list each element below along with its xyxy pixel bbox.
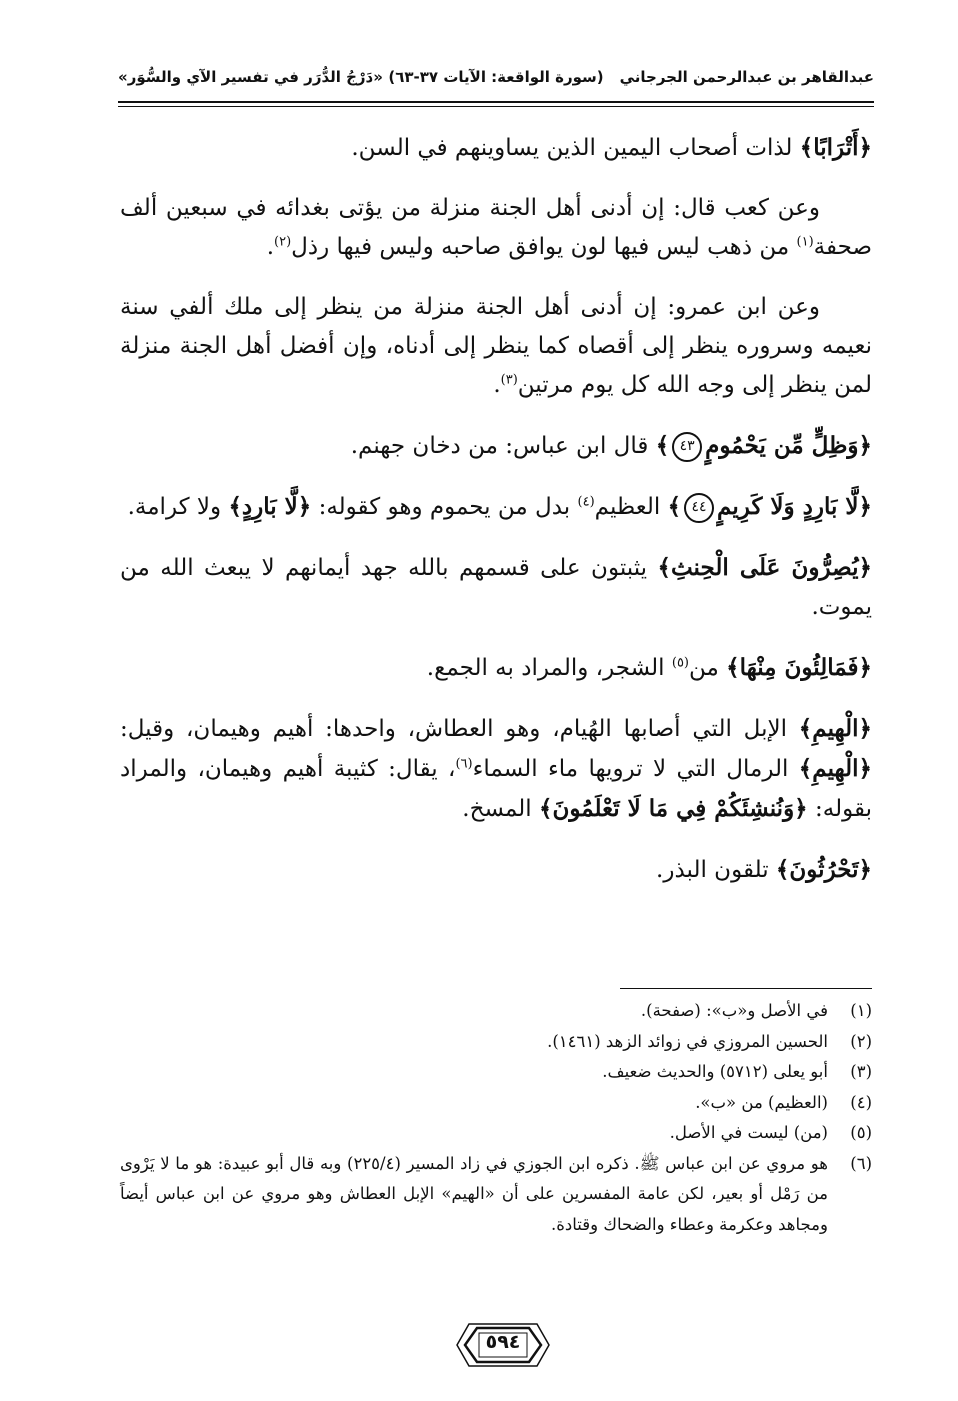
quran-quote: ﴿تَحْرُثُونَ﴾ xyxy=(775,856,872,883)
footnote-ref[interactable]: (٦) xyxy=(455,756,473,772)
footnote xyxy=(120,996,872,1027)
footnote-separator xyxy=(620,988,872,989)
paragraph xyxy=(120,487,872,527)
footnote-number: (٤) xyxy=(850,1092,872,1112)
footnote-number: (١) xyxy=(850,1001,872,1020)
quran-quote-close: ﴾ xyxy=(655,432,670,459)
quran-quote: ﴿لَّا بَارِدٍ وَلَا كَرِيمٍ xyxy=(717,493,872,520)
verse-number-marker: ٤٤ xyxy=(684,493,714,523)
footnote-ref[interactable]: (٥) xyxy=(671,655,689,671)
paragraph-text: . xyxy=(493,372,501,398)
footnote-text: (العظيم) من «ب». xyxy=(695,1092,828,1112)
footnote-ref[interactable]: (٣) xyxy=(500,372,518,388)
footnote xyxy=(120,1057,872,1088)
paragraph-text: وعن ابن عمرو: إن أدنى أهل الجنة منزلة من ينظر إلى ملك ألفي سنة نعيمه وسروره ينظر إلى أقصاه كما ينظر إلى أدناه، وإن أفضل أهل الجنة منزلة لمن ينظر إلى وجه الله كل يوم مرتين xyxy=(120,294,872,398)
paragraph xyxy=(120,426,872,466)
footnote xyxy=(120,1027,872,1058)
header-rule-thin xyxy=(118,106,874,107)
paragraph xyxy=(120,548,872,627)
paragraph xyxy=(120,128,872,168)
header-book-title: «دَرْجُ الدُّرَر في تفسير الآي والسُّوَر» xyxy=(118,68,383,86)
paragraph-text: يثبتون على قسمهم بالله جهد أيمانهم لا يبعث الله من يموت. xyxy=(120,555,872,620)
footnote-text: في الأصل و«ب»: (صفحة). xyxy=(640,1001,828,1020)
footnote-ref[interactable]: (١) xyxy=(796,234,814,250)
footnote-text: أبو يعلى (٥٧١٢) والحديث ضعيف. xyxy=(602,1062,828,1081)
paragraph-text: الشجر، والمراد به الجمع. xyxy=(426,655,672,681)
footnote-ref[interactable]: (٢) xyxy=(274,234,292,250)
footnote-ref[interactable]: (٤) xyxy=(577,494,595,510)
footnote-text: هو مروي عن ابن عباس ﷺ. ذكره ابن الجوزي في زاد المسير (٢٢٥/٤) وبه قال أبو عبيدة: هو ما لا يَرْوى من رَمْل أو بعير، لكن عامة المفسرين على أن «الهيم» الإبل العطاش وهو مروي عن ابن عباس أيضاً ومجاهد وعكرمة وعطاء والضحاك وقتادة. xyxy=(120,1153,828,1234)
quran-quote-close: ﴾ xyxy=(667,493,682,520)
footnote xyxy=(120,1149,872,1241)
running-header xyxy=(118,62,874,102)
footnotes xyxy=(120,996,872,1240)
paragraph-text: المسخ. xyxy=(462,796,539,822)
paragraph-text: الإبل التي أصابها الهُيام، وهو العطاش، واحدها: أهيم وهيمان، وقيل: xyxy=(120,716,799,742)
footnote xyxy=(120,1088,872,1119)
quran-quote: ﴿وَظِلٍّ مِّن يَحْمُومٍ xyxy=(705,432,872,459)
paragraph xyxy=(120,288,872,405)
page-number: ٥٩٤ xyxy=(485,1331,521,1353)
quran-quote: ﴿فَمَالِئُونَ مِنْهَا﴾ xyxy=(726,654,872,681)
quran-quote: ﴿لَّا بَارِدٍ﴾ xyxy=(228,493,312,520)
quran-quote: ﴿وَنُنشِئَكُمْ فِي مَا لَا تَعْلَمُونَ﴾ xyxy=(538,795,808,822)
quran-quote: ﴿أَتْرَابًا﴾ xyxy=(799,134,872,161)
footnote-text: الحسين المروزي في زوائد الزهد (١٤٦١). xyxy=(547,1031,828,1051)
verse-number-marker: ٤٣ xyxy=(672,432,702,462)
paragraph-text: بدل من يحموم وهو كقوله: xyxy=(311,494,578,520)
quran-quote: ﴿الْهِيمِ﴾ xyxy=(798,755,872,782)
paragraph xyxy=(120,850,872,890)
paragraph-text: الرمال التي لا ترويها ماء السماء xyxy=(472,756,799,782)
footnote-text: (من) ليست في الأصل. xyxy=(669,1123,828,1142)
paragraph xyxy=(120,709,872,829)
paragraph xyxy=(120,648,872,688)
header-rule xyxy=(118,101,874,103)
quran-quote: ﴿الْهِيمِ﴾ xyxy=(798,715,872,742)
paragraph xyxy=(120,189,872,267)
paragraph-text: من xyxy=(689,655,727,681)
header-section: (سورة الواقعة: الآيات ٣٧-٦٣) xyxy=(388,68,604,86)
paragraph-text: ولا كرامة. xyxy=(127,494,229,520)
footnote-number: (٥) xyxy=(850,1123,872,1142)
paragraph-text: تلقون البذر. xyxy=(656,857,776,883)
main-text xyxy=(120,128,872,911)
header-author: عبدالقاهر بن عبدالرحمن الجرجاني xyxy=(619,68,874,86)
paragraph-text: لذات أصحاب اليمين الذين يساوينهم في السن. xyxy=(351,135,800,161)
footnote xyxy=(120,1118,872,1149)
paragraph-text: وعن كعب قال: إن أدنى أهل الجنة منزلة من يؤتى بغدائه في سبعين ألف صحفة xyxy=(120,195,872,260)
paragraph-text: . xyxy=(266,234,275,260)
paragraph-text: من ذهب ليس فيها لون يوافق صاحبه وليس فيها رذل xyxy=(291,234,797,260)
footnote-number: (٢) xyxy=(850,1031,872,1051)
footnote-number: (٦) xyxy=(850,1153,872,1173)
quran-quote: ﴿يُصِرُّونَ عَلَى الْحِنثِ﴾ xyxy=(657,554,872,581)
paragraph-text: قال ابن عباس: من دخان جهنم. xyxy=(350,433,656,459)
footnote-number: (٣) xyxy=(850,1062,872,1081)
paragraph-text: العظيم xyxy=(594,494,668,520)
paragraph-text: ، يقال: كثيبة أهيم وهيمان، والمراد بقوله: xyxy=(120,756,872,822)
